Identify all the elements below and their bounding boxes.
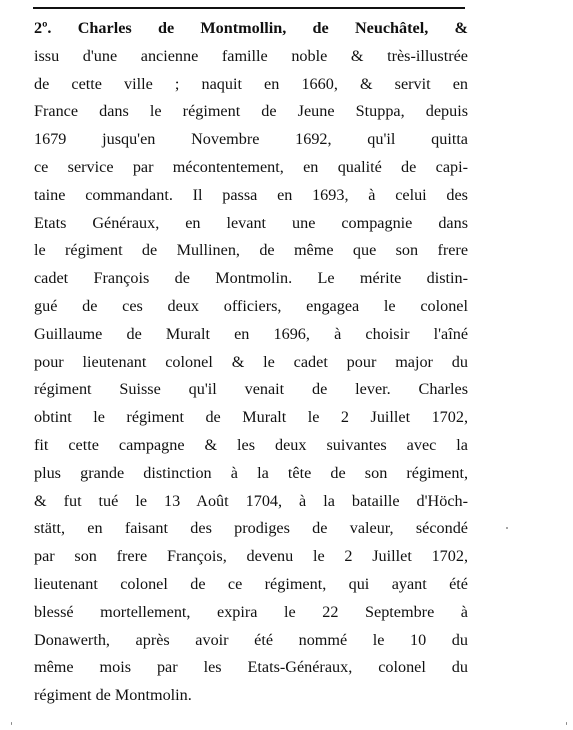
text-line: stätt, en faisant des prodiges de valeur, sécondé	[34, 519, 468, 538]
paragraph-text	[34, 15, 468, 710]
scan-speck	[11, 722, 12, 725]
text-line: cadet François de Montmolin. Le mérite distin-	[34, 269, 468, 288]
text-line: même mois par les Etats-Généraux, colonel du	[34, 658, 468, 677]
text-line: plus grande distinction à la tête de son régiment,	[34, 463, 468, 482]
text-line: issu d'une ancienne famille noble & très-illustrée	[34, 46, 468, 65]
text-line: de cette ville ; naquit en 1660, & servit en	[34, 74, 468, 93]
text-line: pour lieutenant colonel & le cadet pour major du	[34, 352, 468, 371]
text-line: gué de ces deux officiers, engagea le colonel	[34, 296, 468, 315]
text-line: obtint le régiment de Muralt le 2 Juillet 1702,	[34, 408, 468, 427]
scan-speck	[506, 527, 508, 529]
text-line: le régiment de Mullinen, de même que son frere	[34, 241, 468, 260]
text-line: 1679 jusqu'en Novembre 1692, qu'il quitta	[34, 130, 468, 149]
text-line: & fut tué le 13 Août 1704, à la bataille d'Höch-	[34, 491, 468, 510]
text-line-heading: 2º. Charles de Montmollin, de Neuchâtel, &	[34, 19, 468, 37]
text-line: par son frere François, devenu le 2 Juillet 1702,	[34, 547, 468, 566]
text-line: régiment Suisse qu'il venait de lever. Charles	[34, 380, 468, 399]
text-line: Donawerth, après avoir été nommé le 10 du	[34, 630, 468, 649]
top-rule	[33, 7, 465, 9]
text-line: Etats Généraux, en levant une compagnie dans	[34, 213, 468, 232]
text-line-last: régiment de Montmolin.	[34, 686, 192, 705]
text-line: blessé mortellement, expira le 22 Septembre à	[34, 602, 468, 621]
text-line: lieutenant colonel de ce régiment, qui ayant été	[34, 574, 468, 593]
text-line: Guillaume de Muralt en 1696, à choisir l'aîné	[34, 324, 468, 343]
text-line: taine commandant. Il passa en 1693, à celui des	[34, 185, 468, 204]
scan-speck	[566, 722, 567, 725]
text-line: fit cette campagne & les deux suivantes avec la	[34, 435, 468, 454]
text-line: ce service par mécontentement, en qualité de capi-	[34, 157, 468, 176]
text-line: France dans le régiment de Jeune Stuppa, depuis	[34, 102, 468, 121]
